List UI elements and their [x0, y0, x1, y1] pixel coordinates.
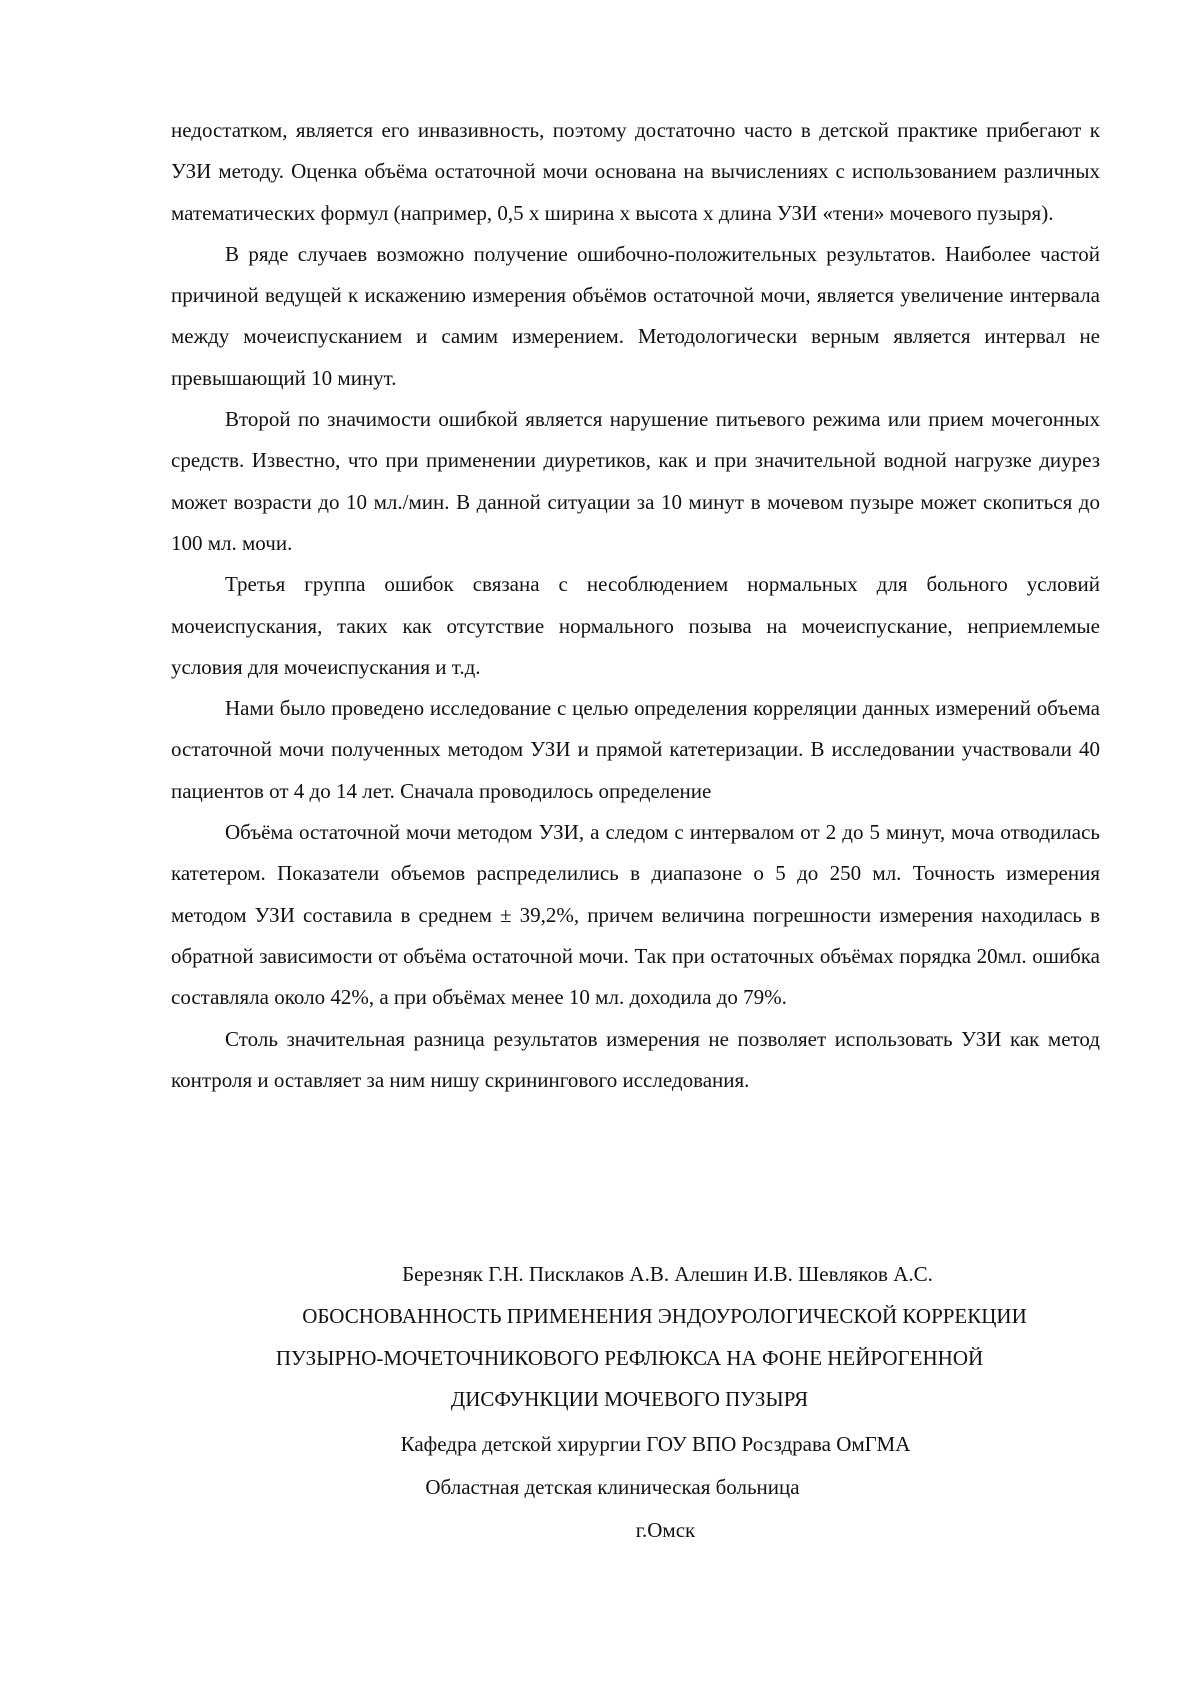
affiliation-line [171, 1475, 1100, 1500]
affiliation-line [171, 1432, 1100, 1457]
paragraph: недостатком, является его инвазивность, поэтому достаточно часто в детской практике прибегают к УЗИ методу. Оценка объёма остаточной мочи основана на вычислениях с использованием различных математических формул (например, 0,5 х ширина х высота х длина УЗИ «тени» мочевого пузыря). [171, 118, 1100, 225]
paragraph: Нами было проведено исследование с целью определения корреляции данных измерений объема остаточной мочи полученных методом УЗИ и прямой катетеризации. В исследовании участвовали 40 пациентов от 4 до 14 лет. Сначала проводилось определение [171, 696, 1100, 803]
article-title-line-3: ДИСФУНКЦИИ МОЧЕВОГО ПУЗЫРЯ [450, 1387, 809, 1411]
paragraph: Столь значительная разница результатов измерения не позволяет использовать УЗИ как метод контроля и оставляет за ним нишу скринингового исследования. [171, 1026, 1100, 1092]
article-title-line [171, 1387, 1100, 1412]
article-authors: Березняк Г.Н. Писклаков А.В. Алешин И.В. Шевляков А.С. [402, 1262, 933, 1286]
paragraph: Второй по значимости ошибкой является нарушение питьевого режима или прием мочегонных средств. Известно, что при применении диуретиков, как и при значительной водной нагрузке диурез может возрасти до 10 мл./мин. В данной ситуации за 10 минут в мочевом пузыре может скопиться до 100 мл. мочи. [171, 407, 1100, 555]
paragraph: Третья группа ошибок связана с несоблюдением нормальных для больного условий мочеиспускания, таких как отсутствие нормального позыва на мочеиспускание, неприемлемые условия для мочеиспускания и т.д. [171, 572, 1100, 679]
affiliation-hospital: Областная детская клиническая больница [425, 1475, 800, 1499]
affiliation-department: Кафедра детской хирургии ГОУ ВПО Росздрава ОмГМА [400, 1432, 911, 1456]
paragraph: В ряде случаев возможно получение ошибочно-положительных результатов. Наиболее частой причиной ведущей к искажению измерения объёмов остаточной мочи, является увеличение интервала между мочеиспусканием и самим измерением. Методологически верным является интервал не превышающий 10 минут. [171, 241, 1100, 390]
affiliation-city: г.Омск [635, 1518, 696, 1542]
paragraph: Объёма остаточной мочи методом УЗИ, а следом с интервалом от 2 до 5 минут, моча отводилась катетером. Показатели объемов распределились в диапазоне о 5 до 250 мл. Точность измерения методом УЗИ составила в среднем ± 39,2%, причем величина погрешности измерения находилась в обратной зависимости от объёма остаточной мочи. Так при остаточных объёмах порядка 20мл. ошибка составляла около 42%, а при объёмах менее 10 мл. доходила до 79%. [171, 820, 1100, 1010]
article-title-line-2: ПУЗЫРНО-МОЧЕТОЧНИКОВОГО РЕФЛЮКСА НА ФОНЕ НЕЙРОГЕННОЙ [275, 1346, 984, 1370]
article-title-line [171, 1304, 1100, 1329]
article-title-line-1: ОБОСНОВАННОСТЬ ПРИМЕНЕНИЯ ЭНДОУРОЛОГИЧЕСКОЙ КОРРЕКЦИИ [302, 1304, 1027, 1328]
body-text [171, 110, 1100, 1101]
article-title-line [171, 1346, 1100, 1371]
city-line [171, 1518, 1100, 1543]
article-authors-line [171, 1262, 1100, 1287]
